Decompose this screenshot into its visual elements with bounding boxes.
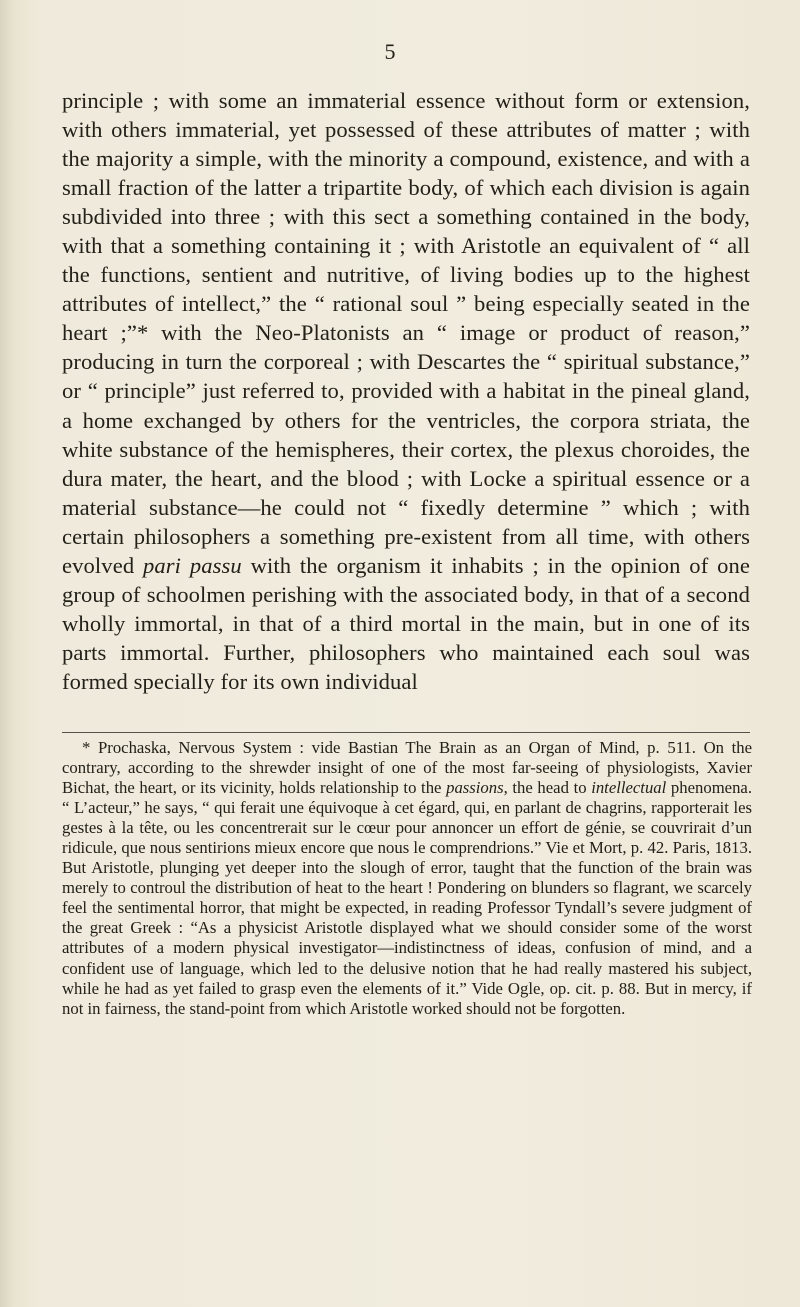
- footnote-part-1: * Prochaska, Nervous System : vide Bastian The Brain as an Organ of Mind, p. 511. On the contrary, according to the shrewder insight of one of the most far-seeing of physiologists, Xavier Bichat, the heart, or its vicinity, holds relationship to the: [62, 738, 752, 798]
- footnote-paragraph: [62, 738, 752, 1019]
- main-paragraph: [62, 86, 750, 696]
- main-text-part-2: with the organism it inhabits ; in the opinion of one group of schoolmen perishing with the associated body, in that of a second wholly immortal, in that of a third mortal in the main, but in one of its parts immortal. Further, philosophers who maintained each soul was formed specially for its own individual: [62, 552, 750, 694]
- footnote: [62, 738, 752, 1019]
- footnote-italic-1: passions: [446, 778, 504, 798]
- page-number: 5: [384, 39, 396, 64]
- main-text-italic: pari passu: [143, 552, 242, 578]
- footnote-part-2: , the head to: [503, 778, 592, 798]
- footnote-divider: [62, 732, 750, 733]
- main-text-part-1: principle ; with some an immaterial essence without form or extension, with others immaterial, yet possessed of these attributes of matter ; with the majority a simple, with the minority a compound, existence, and with a small fraction of the latter a tripartite body, of which each division is again subdivided into three ; with this sect a something contained in the body, with that a something containing it ; with Aristotle an equivalent of “ all the functions, sentient and nutritive, of living bodies up to the highest attributes of intellect,” the “ rational soul ” being especially seated in the heart ;”* with the Neo-Platonists an “ image or product of reason,” producing in turn the corporeal ; with Descartes the “ spiritual substance,” or “ principle” just referred to, provided with a habitat in the pineal gland, a home exchanged by others for the ventricles, the corpora striata, the white substance of the hemispheres, their cortex, the plexus choroides, the dura mater, the heart, and the blood ; with Locke a spiritual essence or a material substance—he could not “ fixedly determine ” which ; with certain philosophers a something pre-existent from all time, with others evolved: [62, 88, 750, 578]
- footnote-part-3: phenomena. “ L’acteur,” he says, “ qui ferait une équivoque à cet égard, qui, en parlant de chagrins, rapporterait les gestes à la tête, ou les concentrerait sur le cœur pour annoncer un effort de génie, se couvrirait d’un ridicule, que nous sentirions mieux encore que nous le comprendrions.” Vie et Mort, p. 42. Paris, 1813. But Aristotle, plunging yet deeper into the slough of error, taught that the function of the brain was merely to controul the distribution of heat to the heart ! Pondering on blunders so flagrant, we scarcely feel the sentimental horror, that might be expected, in reading Professor Tyndall’s severe judgment of the great Greek : “As a physicist Aristotle displayed what we should consider some of the worst attributes of a modern physical investigator—indistinctness of ideas, confusion of mind, and a confident use of language, which led to the delusive notion that he had really mastered his subject, while he had as yet failed to grasp even the elements of it.” Vide Ogle, op. cit. p. 88. But in mercy, if not in fairness, the stand-point from which Aristotle worked should not be forgotten.: [62, 778, 753, 1018]
- footnote-italic-2: intellectual: [591, 778, 667, 798]
- main-text: [62, 86, 750, 696]
